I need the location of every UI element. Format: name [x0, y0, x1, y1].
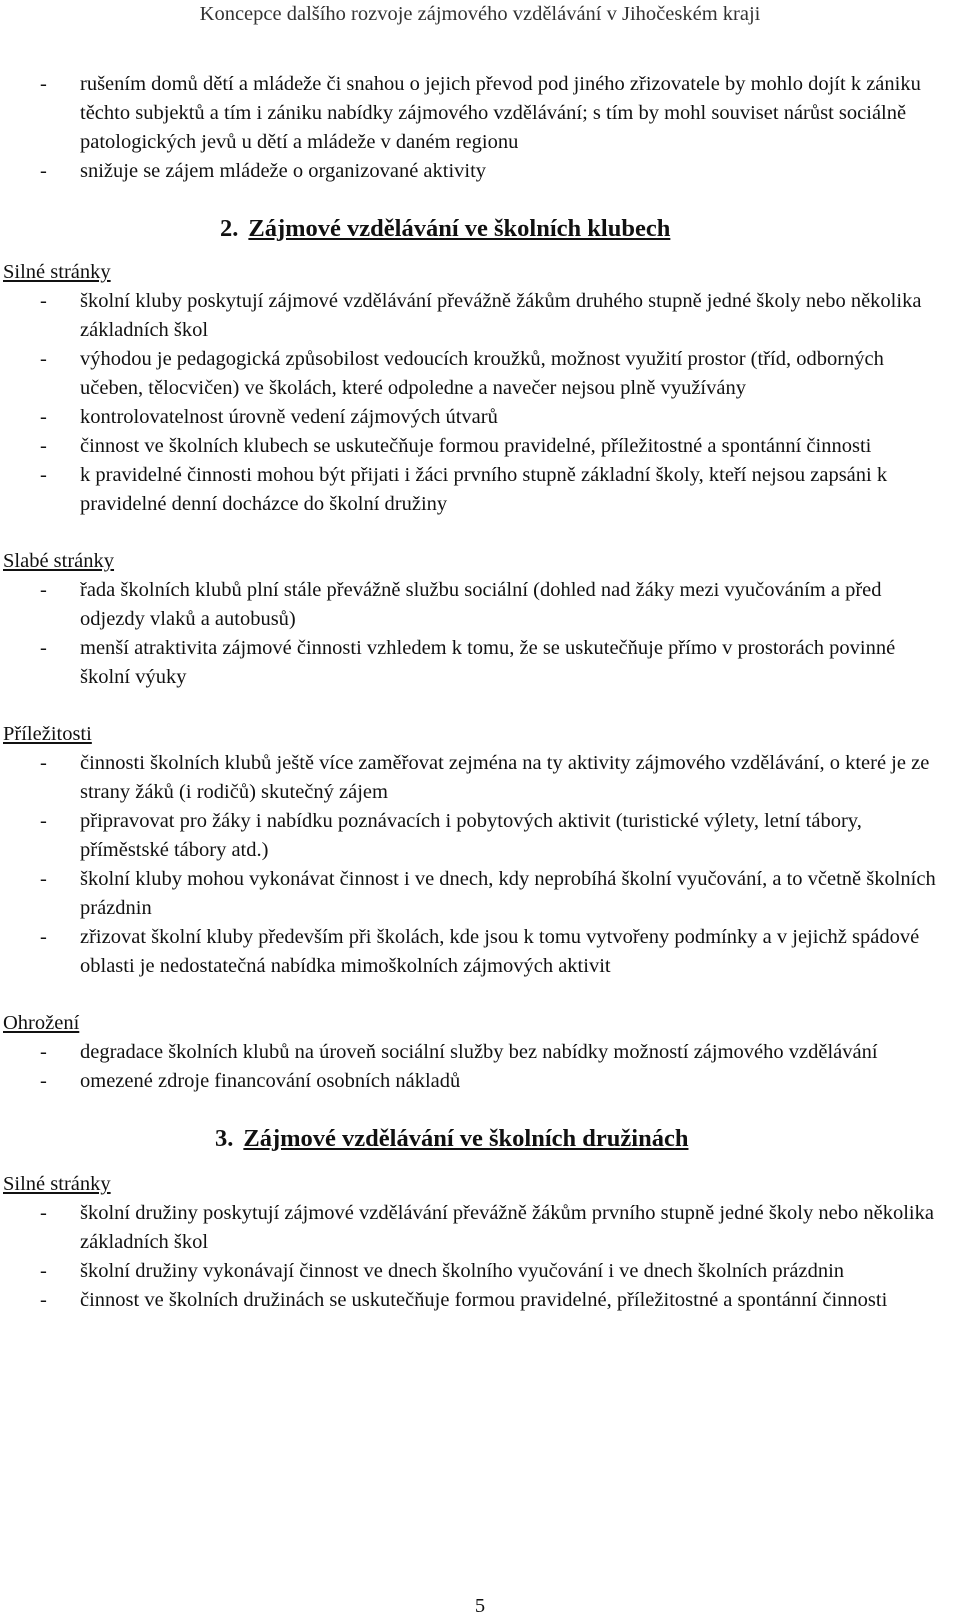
list-item: - rušením domů dětí a mládeže či snahou o jejich převod pod jiného zřizovatele by mohlo dojít k zániku těchto subjektů a tím i zániku nabídky zájmového vzdělávání; s tím by mohl souviset nárůst sociálně patologických jevů u dětí a mládeže v daném regionu	[0, 70, 960, 157]
list-item: - omezené zdroje financování osobních nákladů	[0, 1067, 960, 1096]
list-item: - k pravidelné činnosti mohou být přijati i žáci prvního stupně základní školy, kteří nejsou zapsáni k pravidelné denní docházce do školní družiny	[0, 461, 960, 519]
list-item: - školní družiny vykonávají činnost ve dnech školního vyučování i ve dnech školních prázdnin	[0, 1257, 960, 1286]
list-item: - školní družiny poskytují zájmové vzdělávání převážně žákům prvního stupně jedné školy nebo několika základních škol	[0, 1199, 960, 1257]
list-item: - připravovat pro žáky i nabídku poznávacích i pobytových aktivit (turistické výlety, letní tábory, příměstské tábory atd.)	[0, 807, 960, 865]
list-item: - činnosti školních klubů ještě více zaměřovat zejména na ty aktivity zájmového vzdělávání, o které je ze strany žáků (i rodičů) skutečný zájem	[0, 749, 960, 807]
threats-list	[0, 1038, 960, 1096]
list-item: - školní kluby mohou vykonávat činnost i ve dnech, kdy neprobíhá školní vyučování, a to včetně školních prázdnin	[0, 865, 960, 923]
opportunities-list	[0, 749, 960, 981]
page-number: 5	[474, 1595, 486, 1617]
list-item: - řada školních klubů plní stále převážně službu sociální (dohled nad žáky mezi vyučováním a před odjezdy vlaků a autobusů)	[0, 576, 960, 634]
list-item: - školní kluby poskytují zájmové vzdělávání převážně žákům druhého stupně jedné školy nebo několika základních škol	[0, 287, 960, 345]
list-item: - zřizovat školní kluby především při školách, kde jsou k tomu vytvořeny podmínky a v jejichž spádové oblasti je nedostatečná nabídka mimoškolních zájmových aktivit	[0, 923, 960, 981]
section-title: Zájmové vzdělávání ve školních klubech	[248, 215, 671, 242]
subheading-strengths: Silné stránky	[3, 261, 111, 283]
list-item: - menší atraktivita zájmové činnosti vzhledem k tomu, že se uskutečňuje přímo v prostorách povinné školní výuky	[0, 634, 960, 692]
subheading-threats: Ohrožení	[3, 1012, 80, 1034]
subheading-opportunities: Příležitosti	[3, 723, 92, 745]
list-item: - výhodou je pedagogická způsobilost vedoucích kroužků, možnost využití prostor (tříd, odborných učeben, tělocvičen) ve školách, které odpoledne a navečer nejsou plně využívány	[0, 345, 960, 403]
intro-list	[0, 70, 960, 186]
list-item: - kontrolovatelnost úrovně vedení zájmových útvarů	[0, 403, 960, 432]
document-body	[0, 70, 960, 1315]
list-item: - snižuje se zájem mládeže o organizované aktivity	[0, 157, 960, 186]
section-title: Zájmové vzdělávání ve školních družinách	[243, 1125, 689, 1152]
section-heading-3	[215, 1123, 960, 1155]
section-number: 3.	[215, 1125, 234, 1152]
strengths-list	[0, 1199, 960, 1315]
section-number: 2.	[220, 215, 239, 242]
section-heading-2	[220, 213, 960, 245]
subheading-weaknesses: Slabé stránky	[3, 550, 115, 572]
list-item: - činnost ve školních družinách se uskutečňuje formou pravidelné, příležitostné a spontánní činnosti	[0, 1286, 960, 1315]
list-item: - degradace školních klubů na úroveň sociální služby bez nabídky možností zájmového vzdělávání	[0, 1038, 960, 1067]
running-header: Koncepce dalšího rozvoje zájmového vzdělávání v Jihočeském kraji	[199, 3, 761, 25]
strengths-list	[0, 287, 960, 519]
weaknesses-list	[0, 576, 960, 692]
list-item: - činnost ve školních klubech se uskutečňuje formou pravidelné, příležitostné a spontánní činnosti	[0, 432, 960, 461]
subheading-strengths: Silné stránky	[3, 1173, 111, 1195]
